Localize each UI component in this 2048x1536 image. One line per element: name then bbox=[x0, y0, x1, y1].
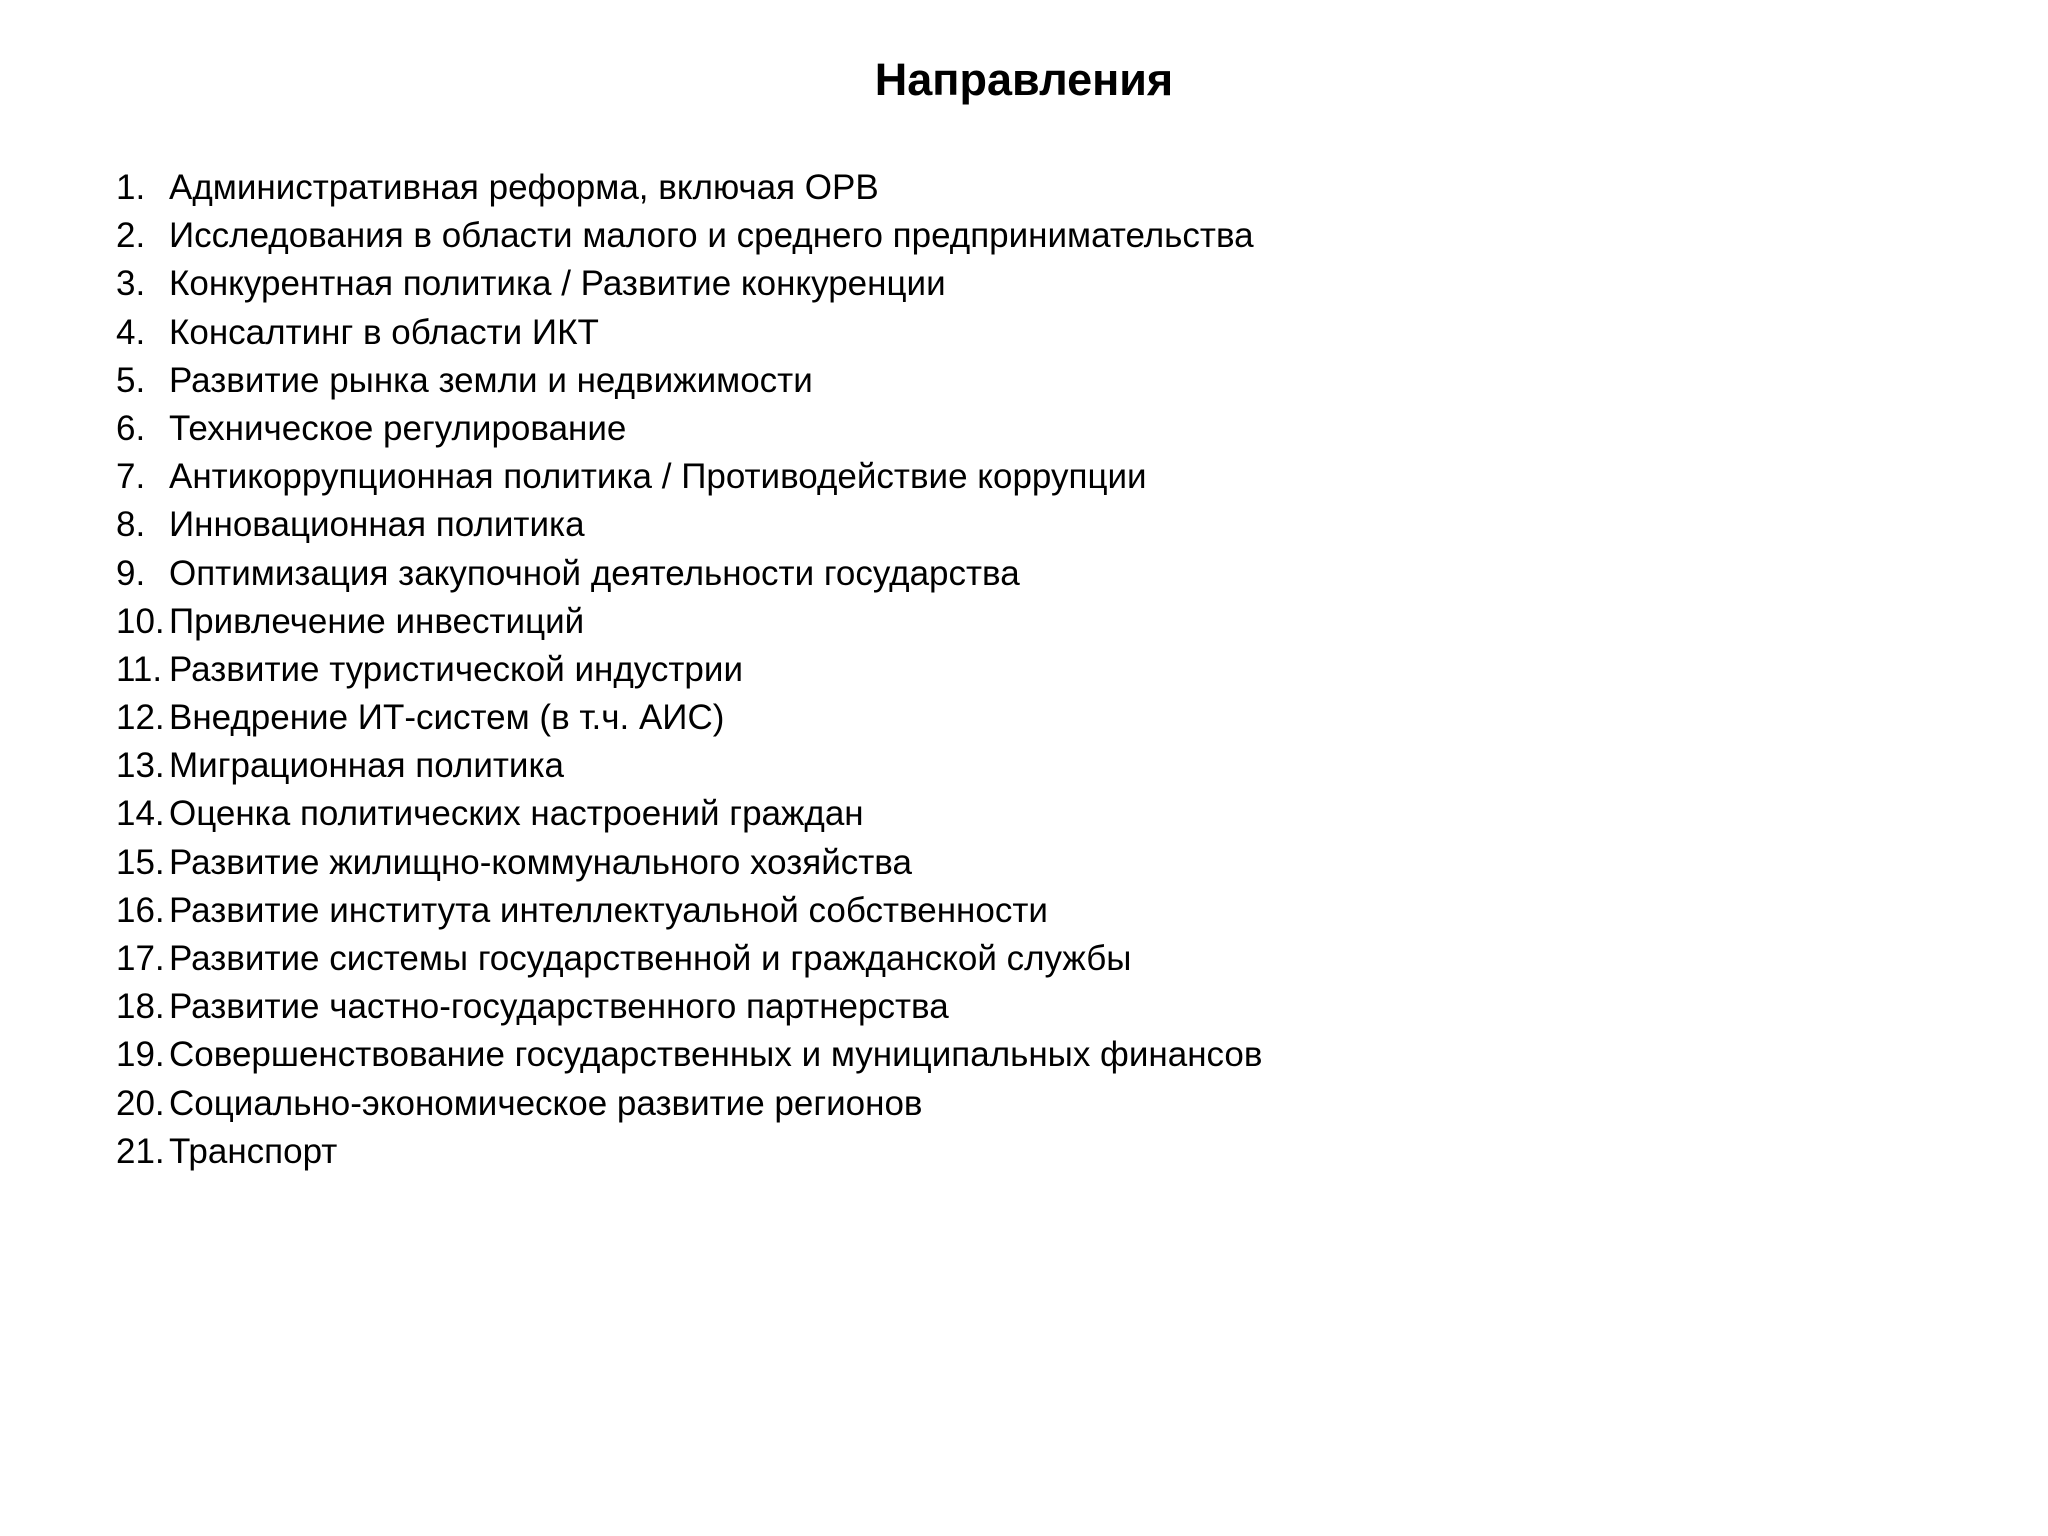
list-item bbox=[116, 309, 1916, 357]
list-item bbox=[116, 405, 1916, 453]
item-number: 13. bbox=[116, 746, 165, 786]
item-number: 21. bbox=[116, 1131, 165, 1171]
list-item bbox=[116, 453, 1916, 501]
item-text: Совершенствование государственных и муниципальных финансов bbox=[169, 1035, 1263, 1075]
item-text: Оценка политических настроений граждан bbox=[169, 794, 864, 834]
item-text: Консалтинг в области ИКТ bbox=[169, 312, 599, 352]
item-number: 3. bbox=[116, 264, 146, 304]
item-number: 19. bbox=[116, 1035, 165, 1075]
item-text: Миграционная политика bbox=[169, 746, 565, 786]
item-text: Транспорт bbox=[169, 1131, 338, 1171]
list-item bbox=[116, 694, 1916, 742]
list-item bbox=[116, 887, 1916, 935]
list-item bbox=[116, 598, 1916, 646]
item-text: Внедрение ИТ-систем (в т.ч. АИС) bbox=[169, 698, 725, 738]
list-item bbox=[116, 790, 1916, 838]
item-text: Техническое регулирование bbox=[169, 408, 627, 448]
list-item bbox=[116, 212, 1916, 260]
item-number: 5. bbox=[116, 360, 146, 400]
list-item bbox=[116, 164, 1916, 212]
item-text: Развитие рынка земли и недвижимости bbox=[169, 360, 813, 400]
item-number: 1. bbox=[116, 168, 146, 207]
item-text: Развитие жилищно-коммунального хозяйства bbox=[169, 842, 912, 882]
item-text: Развитие института интеллектуальной собственности bbox=[169, 890, 1048, 930]
list-item bbox=[116, 983, 1916, 1031]
list-item bbox=[116, 550, 1916, 598]
item-text: Привлечение инвестиций bbox=[169, 601, 585, 641]
item-text: Административная реформа, включая ОРВ bbox=[169, 168, 879, 207]
item-text: Развитие системы государственной и гражданской службы bbox=[169, 939, 1132, 978]
item-text: Оптимизация закупочной деятельности государства bbox=[169, 553, 1020, 593]
list-item bbox=[116, 646, 1916, 694]
item-number: 14. bbox=[116, 794, 165, 834]
item-text: Развитие туристической индустрии bbox=[169, 649, 743, 689]
item-number: 11. bbox=[116, 649, 163, 689]
list-item bbox=[116, 742, 1916, 790]
item-number: 2. bbox=[116, 216, 146, 256]
slide-title: Направления bbox=[874, 54, 1174, 105]
item-number: 12. bbox=[116, 698, 165, 738]
list-item bbox=[116, 839, 1916, 887]
item-number: 20. bbox=[116, 1083, 165, 1123]
item-number: 17. bbox=[116, 939, 165, 978]
item-text: Развитие частно-государственного партнерства bbox=[169, 987, 949, 1027]
list-item bbox=[116, 357, 1916, 405]
list-item bbox=[116, 260, 1916, 308]
list-item bbox=[116, 501, 1916, 549]
list-item bbox=[116, 1080, 1916, 1128]
list-item bbox=[116, 1031, 1916, 1079]
list-item bbox=[116, 935, 1916, 983]
item-number: 10. bbox=[116, 601, 165, 641]
item-number: 9. bbox=[116, 553, 146, 593]
item-number: 16. bbox=[116, 890, 165, 930]
directions-list bbox=[116, 164, 1916, 1176]
list-item bbox=[116, 1128, 1916, 1176]
item-number: 18. bbox=[116, 987, 165, 1027]
item-number: 8. bbox=[116, 505, 146, 545]
item-text: Антикоррупционная политика / Противодействие коррупции bbox=[169, 457, 1147, 497]
item-number: 15. bbox=[116, 842, 165, 882]
item-text: Инновационная политика bbox=[169, 505, 585, 545]
item-number: 4. bbox=[116, 312, 146, 352]
item-text: Социально-экономическое развитие регионов bbox=[169, 1083, 923, 1123]
item-text: Конкурентная политика / Развитие конкуренции bbox=[169, 264, 946, 304]
item-number: 7. bbox=[116, 457, 146, 497]
item-number: 6. bbox=[116, 408, 146, 448]
item-text: Исследования в области малого и среднего предпринимательства bbox=[169, 216, 1254, 256]
